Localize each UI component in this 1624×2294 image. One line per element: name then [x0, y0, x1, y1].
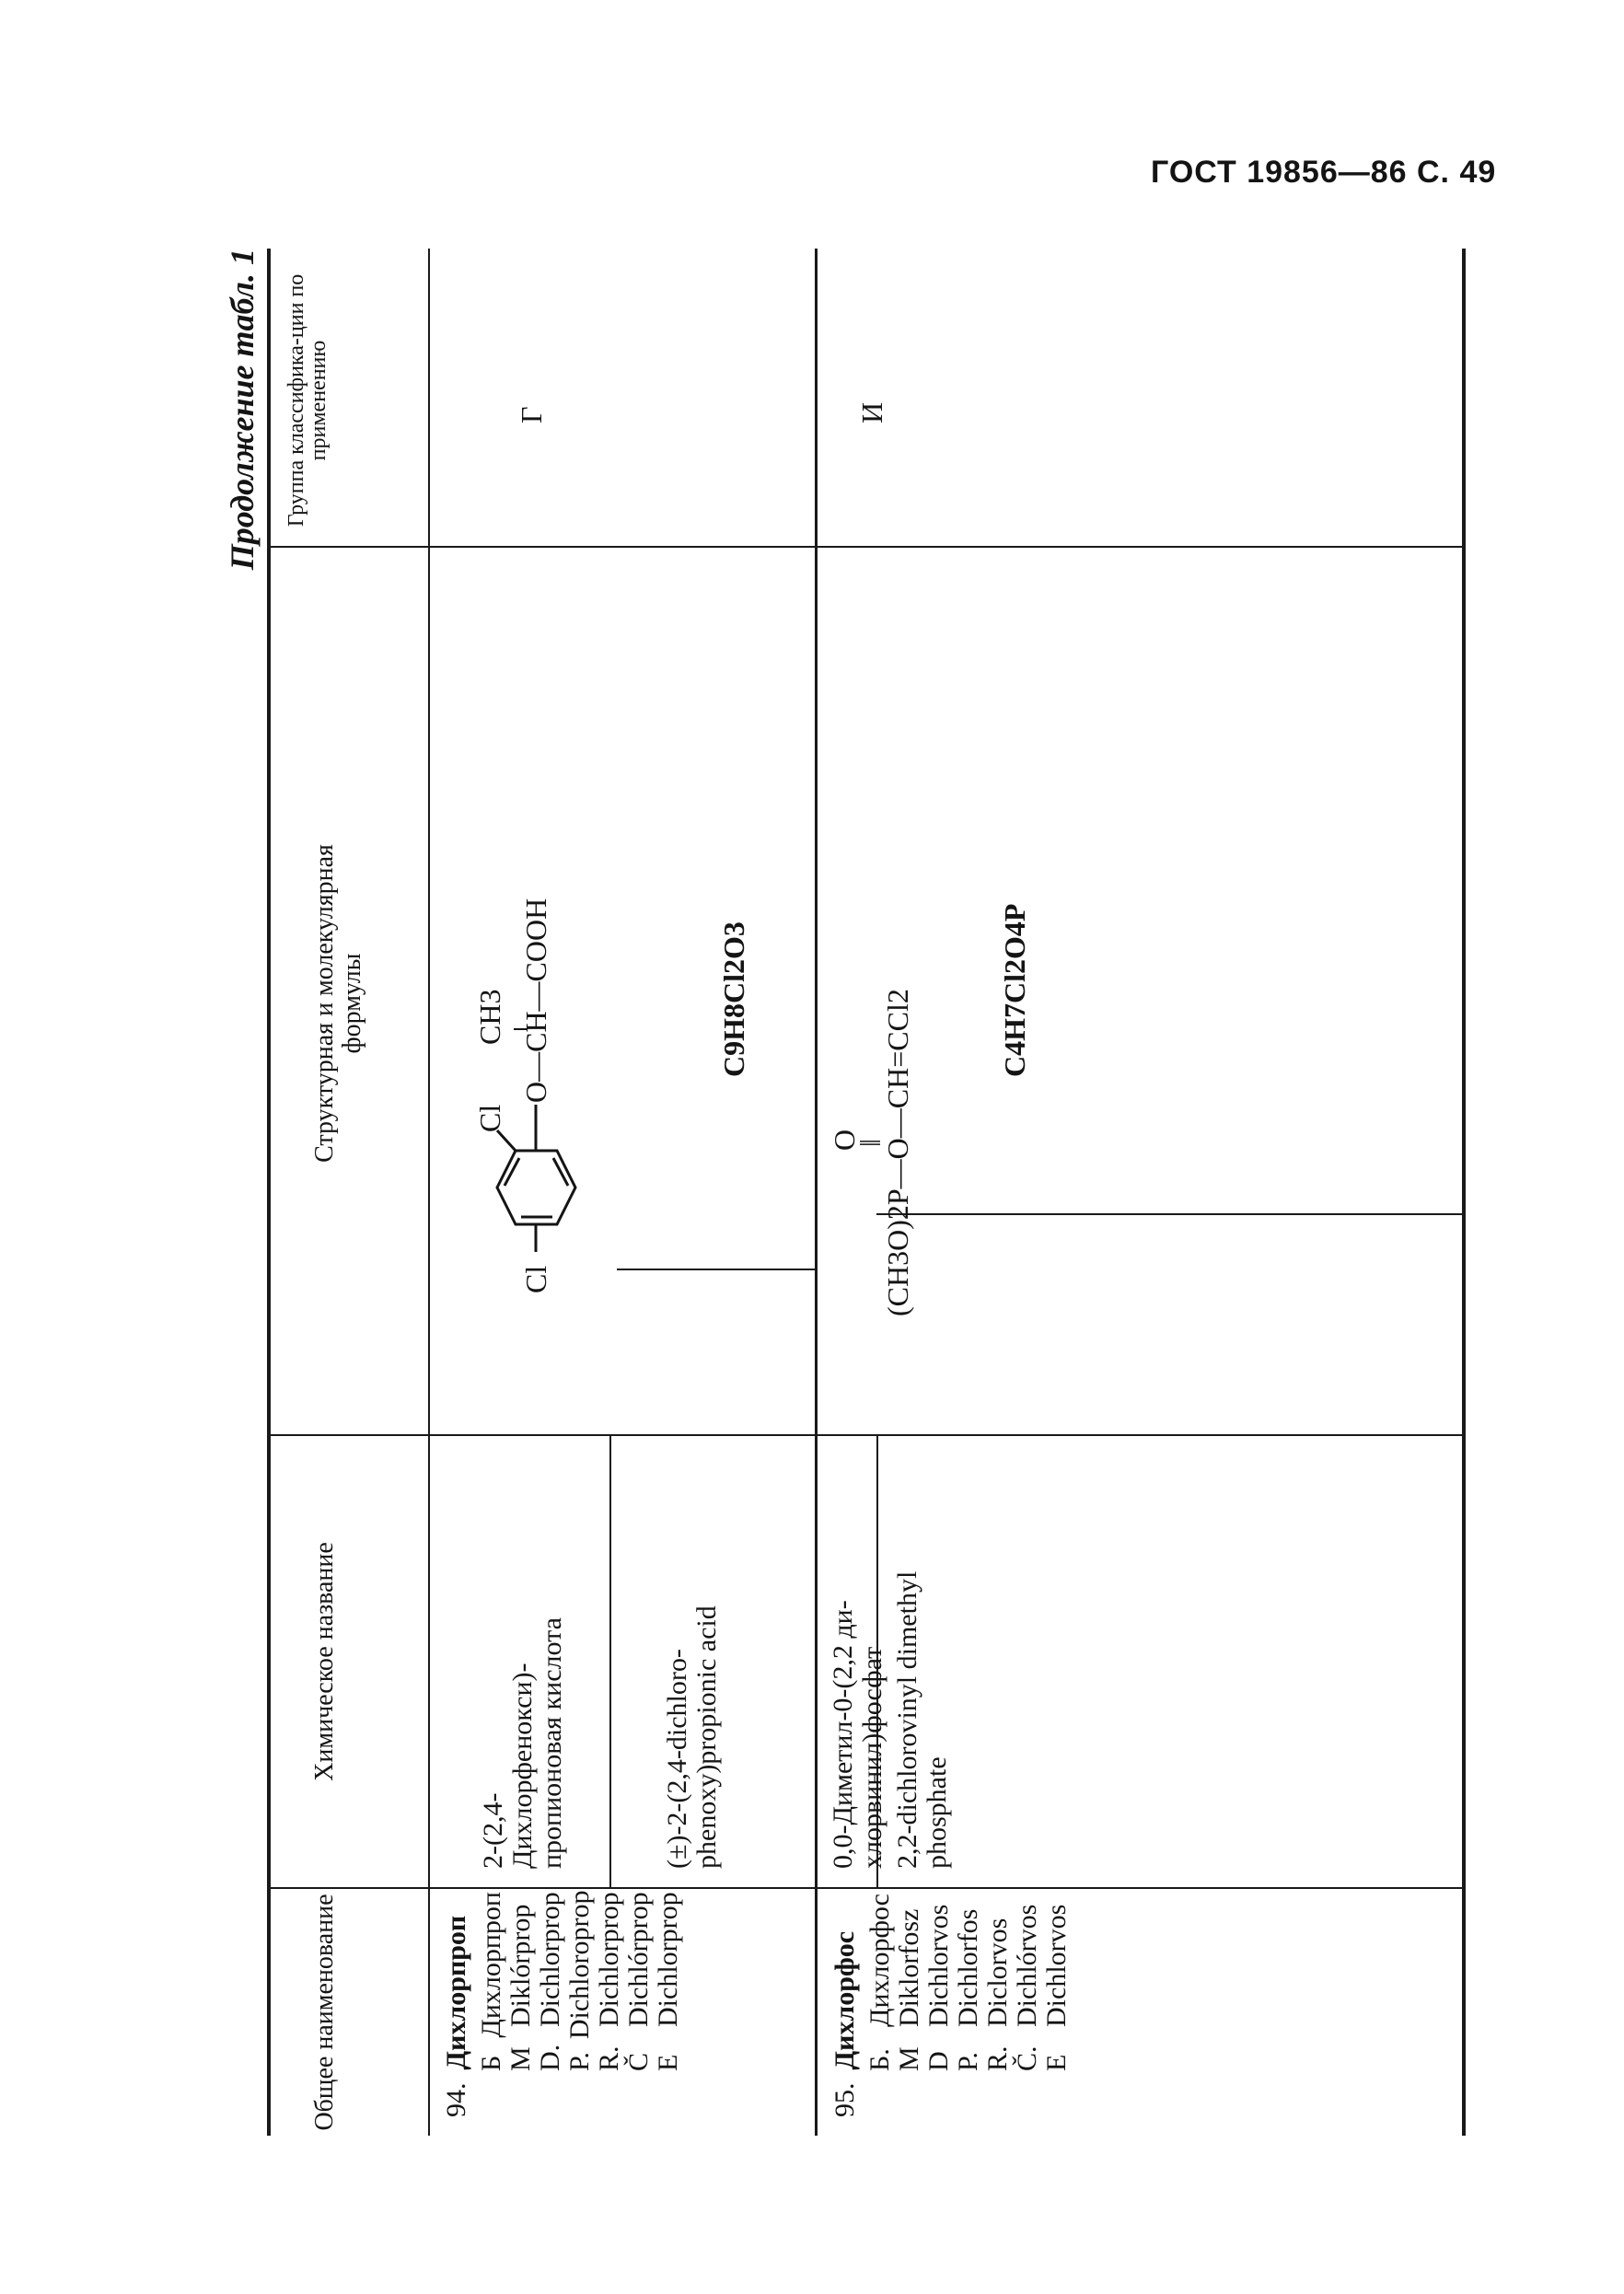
- row-95-group: И: [855, 401, 888, 423]
- syn-key: М: [894, 2046, 924, 2071]
- header-rule-right: [428, 249, 430, 1178]
- col-header-chem: Химическое название: [310, 1542, 339, 1781]
- row-94-common: [442, 1892, 683, 2117]
- row-94-chem-ru: 2-(2,4-Дихлорфенокси)-пропионовая кислота: [478, 1617, 567, 1869]
- syn-value: Дихлорфос: [864, 1894, 895, 2027]
- syn-key: D: [923, 2051, 954, 2071]
- col-sep-2: [267, 1434, 1462, 1436]
- table-top-border: [267, 249, 271, 2136]
- row-94-group: Г: [515, 406, 548, 423]
- table-bottom-border: [1462, 249, 1466, 2136]
- row-94-synonyms: [477, 1892, 683, 2071]
- row-95-structural-formula: [829, 672, 939, 1372]
- syn-key: E: [653, 2054, 683, 2071]
- struct-ch3: CH3: [473, 989, 506, 1045]
- subrow-sep-94-struct: [617, 1269, 815, 1270]
- syn-value: Dichloroprop: [564, 1890, 595, 2040]
- row-95-name: Дихлорфос: [829, 1930, 860, 2070]
- col-header-name: Общее наименование: [310, 1894, 339, 2131]
- header-rule-left: [428, 1160, 430, 2136]
- syn-key: Č: [623, 2052, 654, 2071]
- struct-formula: (CH3O)2P—O—CH=CCl2: [881, 989, 914, 1316]
- subrow-sep-95-struct: [876, 1213, 1462, 1215]
- syn-key: R.: [982, 2045, 1013, 2071]
- col-sep-1: [267, 1887, 1462, 1889]
- col-header-formula: Структурная и молекулярная формулы: [310, 844, 366, 1163]
- syn-key: М: [505, 2046, 536, 2071]
- syn-key: P.: [953, 2052, 983, 2071]
- col-sep-3: [267, 546, 1462, 548]
- row-95-number: 95.: [829, 2082, 860, 2117]
- struct-cl-top: Cl: [473, 1104, 506, 1132]
- row-94-number: 94.: [441, 2082, 471, 2117]
- syn-value: Dichlorfos: [953, 1908, 983, 2027]
- syn-value: Diclorvos: [982, 1917, 1013, 2027]
- syn-value: Dichlorvos: [923, 1904, 954, 2027]
- struct-double-bond: ‖: [853, 1139, 887, 1147]
- struct-o: O: [828, 1129, 861, 1151]
- row-94-chem-en: (±)-2-(2,4-dichloro-phenoxy)propionic acid: [662, 1605, 722, 1869]
- page-header: ГОСТ 19856—86 С. 49: [1151, 155, 1497, 190]
- syn-value: Dichlorprop: [653, 1892, 683, 2027]
- subrow-sep-94-chem: [609, 1436, 611, 1887]
- row-95-chem-en: 2,2-dichlorovinyl dimethyl phosphate: [892, 1570, 952, 1869]
- table-continuation-label: Продолжение табл. 1: [224, 249, 261, 571]
- syn-value: Dichlorvos: [1041, 1904, 1072, 2027]
- syn-key: P.: [564, 2052, 595, 2071]
- row-95-common: [830, 1892, 1072, 2117]
- row-94-molecular-formula: C9H8Cl2O3: [717, 921, 750, 1077]
- rotated-table: [224, 249, 1464, 2136]
- syn-value: Diklórprop: [505, 1904, 536, 2027]
- row-94-name: Дихлорпроп: [441, 1915, 471, 2070]
- syn-key: Б.: [864, 2048, 895, 2071]
- syn-key: R.: [594, 2045, 624, 2071]
- row-95-chem-ru: 0,0-Диметил-0-(2,2 ди-хлорвинил)фосфат: [828, 1600, 887, 1869]
- syn-key: Б: [476, 2055, 506, 2071]
- syn-key: Č.: [1012, 2045, 1042, 2071]
- row-94-structural-formula: [470, 727, 626, 1372]
- struct-chain: O—CH—COOH: [519, 898, 552, 1103]
- row-95-molecular-formula: C4H7Cl2O4P: [998, 903, 1031, 1077]
- syn-key: D.: [535, 2044, 565, 2071]
- col-header-group: Группа классифика-ции по применению: [284, 273, 331, 527]
- syn-value: Dichlórvos: [1012, 1904, 1042, 2027]
- struct-cl-left: Cl: [519, 1265, 552, 1293]
- syn-value: Dichlórprop: [623, 1892, 654, 2027]
- syn-value: Dichlorprop: [535, 1892, 565, 2027]
- row-separator: [815, 249, 818, 2136]
- syn-value: Diklorfosz: [894, 1908, 924, 2027]
- syn-value: Dichlorprop: [594, 1892, 624, 2027]
- syn-value: Дихлорпроп: [476, 1892, 506, 2038]
- syn-key: E: [1041, 2054, 1072, 2071]
- row-95-synonyms: [865, 1892, 1072, 2071]
